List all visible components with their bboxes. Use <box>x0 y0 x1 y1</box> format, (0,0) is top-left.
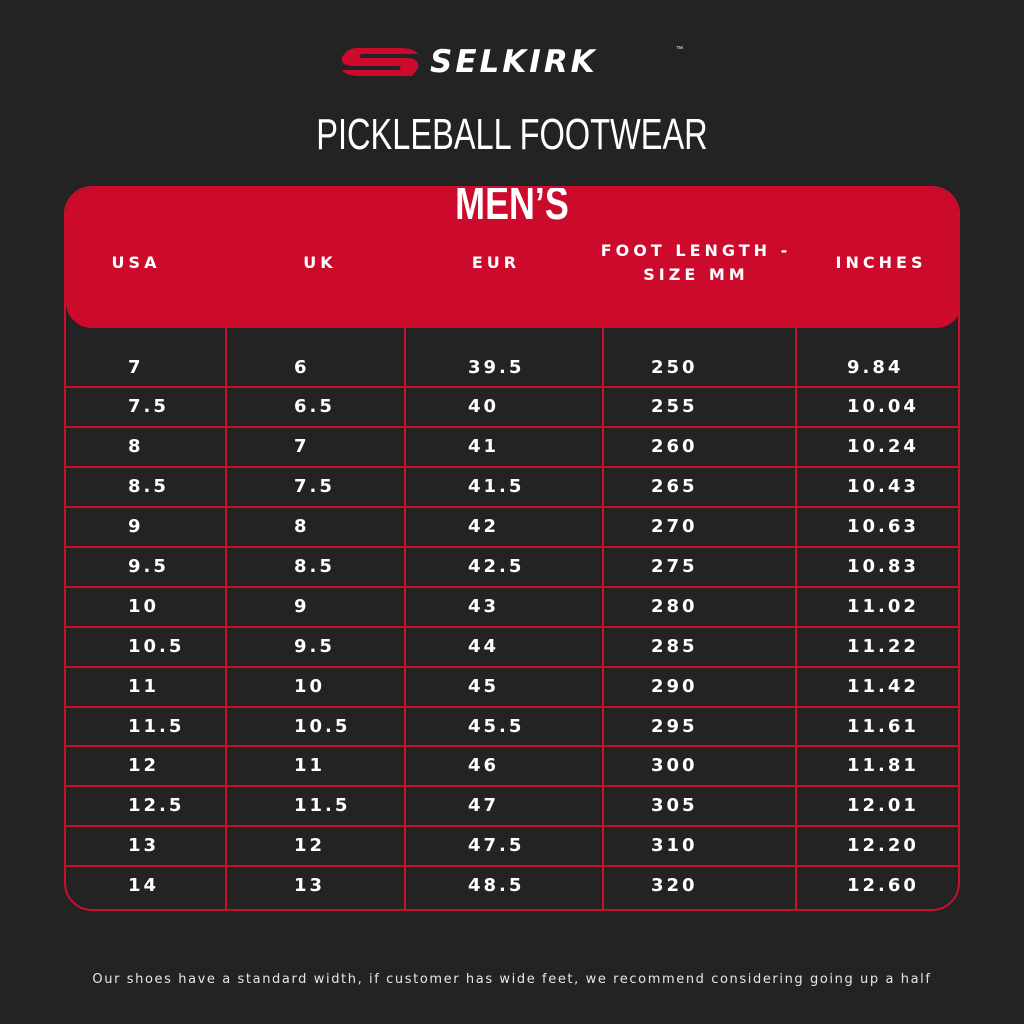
table-cell: 41 <box>468 436 500 457</box>
table-cell: 8 <box>294 516 310 537</box>
table-cell: 14 <box>128 875 160 896</box>
table-cell: 45 <box>468 676 500 697</box>
table-row <box>66 786 960 826</box>
table-cell: 10 <box>294 676 326 697</box>
table-cell: 10 <box>128 596 160 617</box>
table-row <box>66 467 960 507</box>
table-cell: 48.5 <box>468 875 525 896</box>
footer-note: Our shoes have a standard width, if customer has wide feet, we recommend considering going up a half <box>92 972 932 987</box>
column-header-usa: USA <box>111 253 161 272</box>
table-cell: 11.02 <box>847 596 919 617</box>
table-row <box>66 587 960 627</box>
table-cell: 7.5 <box>294 476 335 497</box>
table-cell: 10.24 <box>847 436 919 457</box>
table-cell: 9 <box>294 596 310 617</box>
table-cell: 255 <box>651 396 698 417</box>
table-cell: 39.5 <box>468 357 525 378</box>
table-cell: 12.01 <box>847 795 919 816</box>
table-cell: 6.5 <box>294 396 335 417</box>
table-cell: 42.5 <box>468 556 525 577</box>
table-row <box>66 348 960 388</box>
table-cell: 47.5 <box>468 835 525 856</box>
table-cell: 10.5 <box>294 716 351 737</box>
page-title: PICKLEBALL FOOTWEAR <box>316 110 708 159</box>
table-cell: 11.42 <box>847 676 919 697</box>
table-row <box>66 627 960 667</box>
table-cell: 12.60 <box>847 875 919 896</box>
table-row <box>66 507 960 547</box>
table-cell: 285 <box>651 636 698 657</box>
table-cell: 11.81 <box>847 755 919 776</box>
table-cell: 7 <box>294 436 310 457</box>
table-cell: 300 <box>651 755 698 776</box>
size-chart-table <box>64 186 960 911</box>
table-cell: 7.5 <box>128 396 169 417</box>
table-cell: 11.22 <box>847 636 919 657</box>
selkirk-logo-icon <box>338 42 422 82</box>
table-cell: 310 <box>651 835 698 856</box>
table-row <box>66 866 960 906</box>
column-header-inches: INCHES <box>835 253 927 272</box>
table-row <box>66 826 960 866</box>
table-row <box>66 387 960 427</box>
table-cell: 46 <box>468 755 500 776</box>
table-cell: 10.63 <box>847 516 919 537</box>
table-cell: 41.5 <box>468 476 525 497</box>
column-header-foot-length: FOOT LENGTH - SIZE MM <box>600 241 792 284</box>
table-cell: 40 <box>468 396 500 417</box>
table-cell: 295 <box>651 716 698 737</box>
table-cell: 47 <box>468 795 500 816</box>
table-cell: 9 <box>128 516 144 537</box>
table-cell: 42 <box>468 516 500 537</box>
table-cell: 10.43 <box>847 476 919 497</box>
trademark-symbol: ™ <box>676 46 683 53</box>
table-cell: 8.5 <box>294 556 335 577</box>
table-cell: 13 <box>294 875 326 896</box>
table-cell: 11 <box>294 755 326 776</box>
table-cell: 270 <box>651 516 698 537</box>
table-cell: 9.5 <box>294 636 335 657</box>
table-cell: 45.5 <box>468 716 525 737</box>
table-cell: 290 <box>651 676 698 697</box>
table-row <box>66 707 960 747</box>
table-cell: 10.83 <box>847 556 919 577</box>
table-row <box>66 427 960 467</box>
table-cell: 11.5 <box>128 716 185 737</box>
table-cell: 6 <box>294 357 310 378</box>
table-subtitle: MEN’S <box>455 186 569 229</box>
column-header-uk: UK <box>303 253 337 272</box>
table-cell: 250 <box>651 357 698 378</box>
table-cell: 11 <box>128 676 160 697</box>
table-row <box>66 746 960 786</box>
table-cell: 12.20 <box>847 835 919 856</box>
column-header-eur: EUR <box>471 253 521 272</box>
table-cell: 10.04 <box>847 396 919 417</box>
table-cell: 280 <box>651 596 698 617</box>
table-cell: 265 <box>651 476 698 497</box>
table-cell: 9.84 <box>847 357 904 378</box>
table-cell: 260 <box>651 436 698 457</box>
table-row <box>66 667 960 707</box>
table-cell: 9.5 <box>128 556 169 577</box>
table-cell: 275 <box>651 556 698 577</box>
brand-logo <box>338 40 688 84</box>
table-cell: 11.5 <box>294 795 351 816</box>
table-cell: 12 <box>294 835 326 856</box>
table-cell: 305 <box>651 795 698 816</box>
table-row <box>66 547 960 587</box>
table-cell: 43 <box>468 596 500 617</box>
table-cell: 8.5 <box>128 476 169 497</box>
table-cell: 11.61 <box>847 716 919 737</box>
table-header-band <box>66 188 960 328</box>
table-cell: 13 <box>128 835 160 856</box>
table-cell: 320 <box>651 875 698 896</box>
table-cell: 12 <box>128 755 160 776</box>
table-cell: 44 <box>468 636 500 657</box>
table-cell: 8 <box>128 436 144 457</box>
brand-wordmark: SELKIRK <box>430 44 598 80</box>
table-cell: 12.5 <box>128 795 185 816</box>
table-cell: 10.5 <box>128 636 185 657</box>
table-cell: 7 <box>128 357 144 378</box>
